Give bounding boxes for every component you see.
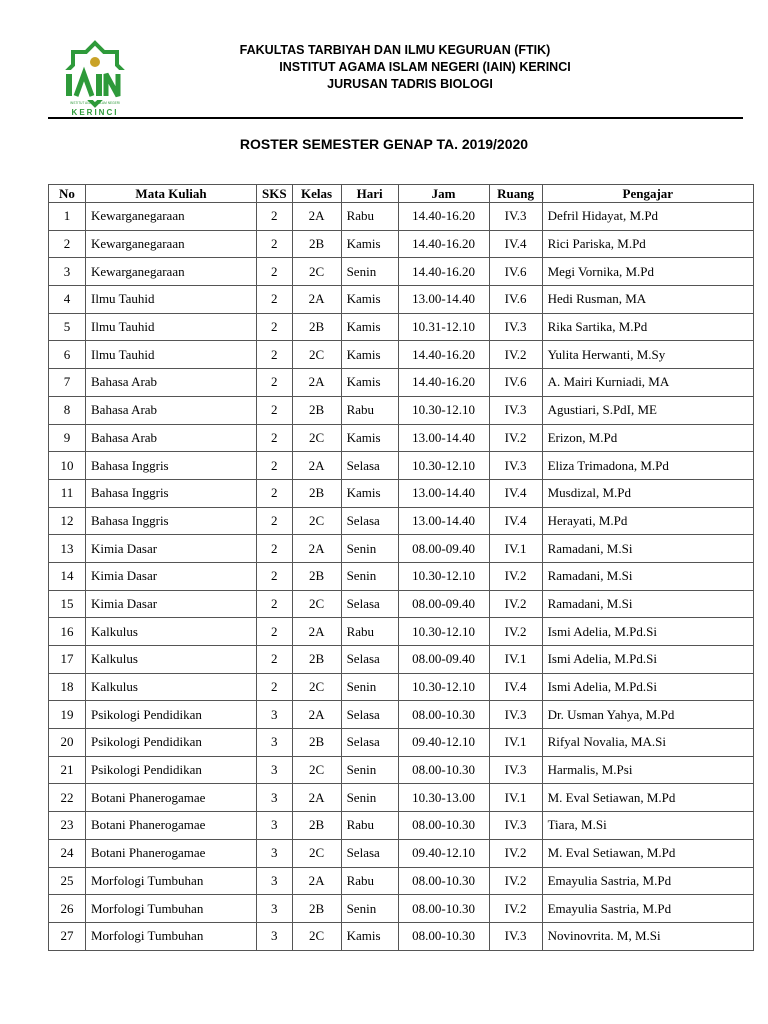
cell-sks: 2 — [257, 618, 293, 646]
table-header-row — [49, 185, 754, 203]
header-faculty: FAKULTAS TARBIYAH DAN ILMU KEGURUAN (FTIK) — [239, 43, 551, 57]
cell-no: 8 — [49, 396, 86, 424]
cell-jam: 08.00-09.40 — [398, 646, 489, 674]
cell-jam: 13.00-14.40 — [398, 479, 489, 507]
cell-mata-kuliah: Bahasa Inggris — [86, 452, 257, 480]
cell-hari: Senin — [341, 258, 398, 286]
cell-sks: 2 — [257, 230, 293, 258]
header-divider — [48, 117, 743, 119]
cell-mata-kuliah: Kimia Dasar — [86, 535, 257, 563]
cell-jam: 10.30-12.10 — [398, 618, 489, 646]
cell-no: 19 — [49, 701, 86, 729]
cell-sks: 2 — [257, 535, 293, 563]
cell-pengajar: Harmalis, M.Psi — [542, 756, 753, 784]
cell-sks: 2 — [257, 203, 293, 231]
cell-jam: 08.00-10.30 — [398, 756, 489, 784]
cell-kelas: 2A — [292, 286, 341, 314]
cell-sks: 3 — [257, 867, 293, 895]
table-row — [49, 922, 754, 950]
cell-hari: Senin — [341, 562, 398, 590]
cell-ruang: IV.2 — [489, 590, 542, 618]
cell-kelas: 2A — [292, 535, 341, 563]
table-row — [49, 535, 754, 563]
cell-no: 15 — [49, 590, 86, 618]
cell-no: 25 — [49, 867, 86, 895]
cell-ruang: IV.1 — [489, 784, 542, 812]
cell-jam: 14.40-16.20 — [398, 369, 489, 397]
cell-jam: 10.30-12.10 — [398, 452, 489, 480]
cell-ruang: IV.2 — [489, 424, 542, 452]
cell-pengajar: M. Eval Setiawan, M.Pd — [542, 839, 753, 867]
cell-kelas: 2A — [292, 203, 341, 231]
cell-jam: 14.40-16.20 — [398, 203, 489, 231]
cell-sks: 2 — [257, 452, 293, 480]
logo-caption: INSTITUT AGAMA ISLAM NEGERI — [70, 101, 120, 105]
table-row — [49, 756, 754, 784]
cell-jam: 14.40-16.20 — [398, 230, 489, 258]
cell-kelas: 2B — [292, 646, 341, 674]
table-row — [49, 341, 754, 369]
cell-hari: Rabu — [341, 812, 398, 840]
header-department: JURUSAN TADRIS BIOLOGI — [327, 77, 493, 91]
cell-ruang: IV.4 — [489, 673, 542, 701]
cell-pengajar: Emayulia Sastria, M.Pd — [542, 895, 753, 923]
cell-no: 23 — [49, 812, 86, 840]
col-ruang: Ruang — [489, 185, 542, 203]
cell-jam: 08.00-09.40 — [398, 590, 489, 618]
col-no: No — [49, 185, 86, 203]
cell-mata-kuliah: Kimia Dasar — [86, 562, 257, 590]
cell-sks: 3 — [257, 812, 293, 840]
table-row — [49, 479, 754, 507]
cell-pengajar: Erizon, M.Pd — [542, 424, 753, 452]
cell-no: 14 — [49, 562, 86, 590]
cell-ruang: IV.1 — [489, 535, 542, 563]
cell-kelas: 2C — [292, 922, 341, 950]
cell-no: 20 — [49, 729, 86, 757]
cell-mata-kuliah: Bahasa Inggris — [86, 479, 257, 507]
table-row — [49, 590, 754, 618]
cell-ruang: IV.3 — [489, 756, 542, 784]
cell-sks: 2 — [257, 673, 293, 701]
cell-mata-kuliah: Psikologi Pendidikan — [86, 701, 257, 729]
table-row — [49, 507, 754, 535]
cell-ruang: IV.3 — [489, 396, 542, 424]
cell-pengajar: Hedi Rusman, MA — [542, 286, 753, 314]
table-row — [49, 286, 754, 314]
cell-sks: 3 — [257, 922, 293, 950]
cell-mata-kuliah: Botani Phanerogamae — [86, 784, 257, 812]
cell-ruang: IV.3 — [489, 203, 542, 231]
cell-hari: Kamis — [341, 230, 398, 258]
roster-table — [48, 184, 754, 951]
cell-pengajar: Megi Vornika, M.Pd — [542, 258, 753, 286]
cell-jam: 10.31-12.10 — [398, 313, 489, 341]
cell-kelas: 2B — [292, 812, 341, 840]
cell-sks: 2 — [257, 507, 293, 535]
cell-sks: 2 — [257, 562, 293, 590]
cell-ruang: IV.1 — [489, 729, 542, 757]
cell-hari: Kamis — [341, 286, 398, 314]
cell-ruang: IV.2 — [489, 562, 542, 590]
cell-ruang: IV.2 — [489, 839, 542, 867]
cell-no: 26 — [49, 895, 86, 923]
cell-pengajar: Herayati, M.Pd — [542, 507, 753, 535]
cell-no: 3 — [49, 258, 86, 286]
cell-hari: Senin — [341, 756, 398, 784]
cell-no: 16 — [49, 618, 86, 646]
cell-sks: 3 — [257, 839, 293, 867]
cell-pengajar: Ismi Adelia, M.Pd.Si — [542, 673, 753, 701]
cell-hari: Kamis — [341, 369, 398, 397]
cell-no: 5 — [49, 313, 86, 341]
cell-hari: Rabu — [341, 867, 398, 895]
cell-kelas: 2C — [292, 756, 341, 784]
cell-jam: 14.40-16.20 — [398, 258, 489, 286]
cell-no: 1 — [49, 203, 86, 231]
cell-mata-kuliah: Kewarganegaraan — [86, 203, 257, 231]
cell-mata-kuliah: Psikologi Pendidikan — [86, 756, 257, 784]
cell-no: 7 — [49, 369, 86, 397]
cell-sks: 2 — [257, 313, 293, 341]
cell-ruang: IV.3 — [489, 701, 542, 729]
cell-mata-kuliah: Psikologi Pendidikan — [86, 729, 257, 757]
cell-pengajar: Yulita Herwanti, M.Sy — [542, 341, 753, 369]
cell-hari: Selasa — [341, 452, 398, 480]
cell-pengajar: Rici Pariska, M.Pd — [542, 230, 753, 258]
cell-hari: Kamis — [341, 313, 398, 341]
table-row — [49, 618, 754, 646]
table-row — [49, 369, 754, 397]
cell-sks: 3 — [257, 895, 293, 923]
cell-pengajar: Ramadani, M.Si — [542, 562, 753, 590]
cell-hari: Kamis — [341, 479, 398, 507]
cell-kelas: 2C — [292, 673, 341, 701]
cell-jam: 13.00-14.40 — [398, 286, 489, 314]
col-hari: Hari — [341, 185, 398, 203]
cell-jam: 08.00-10.30 — [398, 812, 489, 840]
cell-mata-kuliah: Ilmu Tauhid — [86, 286, 257, 314]
cell-kelas: 2C — [292, 258, 341, 286]
cell-no: 2 — [49, 230, 86, 258]
cell-kelas: 2A — [292, 369, 341, 397]
cell-kelas: 2A — [292, 618, 341, 646]
cell-no: 6 — [49, 341, 86, 369]
cell-no: 11 — [49, 479, 86, 507]
cell-mata-kuliah: Bahasa Arab — [86, 396, 257, 424]
cell-ruang: IV.4 — [489, 507, 542, 535]
cell-ruang: IV.3 — [489, 922, 542, 950]
cell-hari: Kamis — [341, 424, 398, 452]
cell-jam: 08.00-09.40 — [398, 535, 489, 563]
cell-mata-kuliah: Botani Phanerogamae — [86, 839, 257, 867]
cell-sks: 3 — [257, 784, 293, 812]
cell-ruang: IV.4 — [489, 230, 542, 258]
cell-kelas: 2C — [292, 424, 341, 452]
table-row — [49, 258, 754, 286]
cell-jam: 09.40-12.10 — [398, 839, 489, 867]
cell-mata-kuliah: Kewarganegaraan — [86, 258, 257, 286]
col-kelas: Kelas — [292, 185, 341, 203]
table-row — [49, 867, 754, 895]
cell-sks: 2 — [257, 341, 293, 369]
cell-mata-kuliah: Morfologi Tumbuhan — [86, 895, 257, 923]
cell-pengajar: Tiara, M.Si — [542, 812, 753, 840]
table-row — [49, 646, 754, 674]
cell-no: 27 — [49, 922, 86, 950]
cell-jam: 14.40-16.20 — [398, 341, 489, 369]
cell-mata-kuliah: Bahasa Arab — [86, 369, 257, 397]
col-sks: SKS — [257, 185, 293, 203]
cell-no: 12 — [49, 507, 86, 535]
cell-kelas: 2A — [292, 452, 341, 480]
table-row — [49, 452, 754, 480]
cell-jam: 09.40-12.10 — [398, 729, 489, 757]
cell-jam: 08.00-10.30 — [398, 895, 489, 923]
cell-kelas: 2B — [292, 479, 341, 507]
cell-jam: 10.30-13.00 — [398, 784, 489, 812]
cell-sks: 2 — [257, 590, 293, 618]
cell-pengajar: Emayulia Sastria, M.Pd — [542, 867, 753, 895]
cell-kelas: 2A — [292, 867, 341, 895]
cell-jam: 13.00-14.40 — [398, 507, 489, 535]
cell-kelas: 2B — [292, 895, 341, 923]
cell-sks: 2 — [257, 479, 293, 507]
cell-mata-kuliah: Kalkulus — [86, 673, 257, 701]
cell-mata-kuliah: Kalkulus — [86, 646, 257, 674]
cell-kelas: 2C — [292, 507, 341, 535]
table-row — [49, 673, 754, 701]
table-row — [49, 895, 754, 923]
col-jam: Jam — [398, 185, 489, 203]
cell-sks: 2 — [257, 424, 293, 452]
cell-no: 9 — [49, 424, 86, 452]
cell-pengajar: Ramadani, M.Si — [542, 535, 753, 563]
cell-ruang: IV.2 — [489, 618, 542, 646]
cell-pengajar: A. Mairi Kurniadi, MA — [542, 369, 753, 397]
cell-mata-kuliah: Ilmu Tauhid — [86, 341, 257, 369]
cell-jam: 10.30-12.10 — [398, 562, 489, 590]
table-row — [49, 784, 754, 812]
cell-hari: Kamis — [341, 922, 398, 950]
cell-pengajar: Agustiari, S.PdI, ME — [542, 396, 753, 424]
cell-mata-kuliah: Bahasa Arab — [86, 424, 257, 452]
cell-hari: Rabu — [341, 203, 398, 231]
cell-ruang: IV.2 — [489, 341, 542, 369]
cell-kelas: 2B — [292, 729, 341, 757]
table-row — [49, 812, 754, 840]
cell-mata-kuliah: Morfologi Tumbuhan — [86, 867, 257, 895]
table-row — [49, 701, 754, 729]
cell-hari: Selasa — [341, 590, 398, 618]
cell-pengajar: Ismi Adelia, M.Pd.Si — [542, 618, 753, 646]
cell-kelas: 2B — [292, 230, 341, 258]
cell-kelas: 2C — [292, 590, 341, 618]
cell-no: 17 — [49, 646, 86, 674]
cell-sks: 3 — [257, 701, 293, 729]
cell-no: 4 — [49, 286, 86, 314]
cell-kelas: 2B — [292, 562, 341, 590]
table-row — [49, 313, 754, 341]
cell-sks: 2 — [257, 286, 293, 314]
cell-ruang: IV.6 — [489, 286, 542, 314]
cell-no: 24 — [49, 839, 86, 867]
cell-hari: Senin — [341, 895, 398, 923]
cell-sks: 2 — [257, 369, 293, 397]
col-mata-kuliah: Mata Kuliah — [86, 185, 257, 203]
cell-hari: Rabu — [341, 618, 398, 646]
cell-sks: 2 — [257, 258, 293, 286]
cell-hari: Senin — [341, 673, 398, 701]
cell-jam: 08.00-10.30 — [398, 701, 489, 729]
table-row — [49, 203, 754, 231]
cell-jam: 13.00-14.40 — [398, 424, 489, 452]
cell-no: 10 — [49, 452, 86, 480]
cell-ruang: IV.1 — [489, 646, 542, 674]
cell-mata-kuliah: Botani Phanerogamae — [86, 812, 257, 840]
cell-sks: 2 — [257, 646, 293, 674]
cell-mata-kuliah: Kewarganegaraan — [86, 230, 257, 258]
cell-pengajar: M. Eval Setiawan, M.Pd — [542, 784, 753, 812]
cell-kelas: 2C — [292, 839, 341, 867]
cell-pengajar: Musdizal, M.Pd — [542, 479, 753, 507]
cell-hari: Selasa — [341, 507, 398, 535]
table-row — [49, 396, 754, 424]
cell-mata-kuliah: Kimia Dasar — [86, 590, 257, 618]
table-row — [49, 424, 754, 452]
cell-hari: Senin — [341, 535, 398, 563]
cell-ruang: IV.3 — [489, 313, 542, 341]
col-pengajar: Pengajar — [542, 185, 753, 203]
cell-kelas: 2A — [292, 784, 341, 812]
cell-hari: Senin — [341, 784, 398, 812]
cell-hari: Kamis — [341, 341, 398, 369]
table-row — [49, 839, 754, 867]
cell-ruang: IV.4 — [489, 479, 542, 507]
document-title: ROSTER SEMESTER GENAP TA. 2019/2020 — [239, 136, 529, 152]
logo-place: KERINCI — [71, 108, 119, 117]
cell-kelas: 2A — [292, 701, 341, 729]
document-header — [150, 42, 670, 93]
cell-pengajar: Rika Sartika, M.Pd — [542, 313, 753, 341]
cell-sks: 3 — [257, 729, 293, 757]
cell-kelas: 2B — [292, 396, 341, 424]
cell-mata-kuliah: Ilmu Tauhid — [86, 313, 257, 341]
cell-jam: 08.00-10.30 — [398, 922, 489, 950]
table-row — [49, 562, 754, 590]
cell-pengajar: Rifyal Novalia, MA.Si — [542, 729, 753, 757]
cell-ruang: IV.3 — [489, 812, 542, 840]
cell-ruang: IV.2 — [489, 867, 542, 895]
cell-pengajar: Novinovrita. M, M.Si — [542, 922, 753, 950]
cell-sks: 3 — [257, 756, 293, 784]
cell-no: 18 — [49, 673, 86, 701]
cell-ruang: IV.3 — [489, 452, 542, 480]
cell-ruang: IV.6 — [489, 369, 542, 397]
cell-mata-kuliah: Bahasa Inggris — [86, 507, 257, 535]
cell-no: 22 — [49, 784, 86, 812]
table-row — [49, 230, 754, 258]
cell-ruang: IV.2 — [489, 895, 542, 923]
cell-pengajar: Ismi Adelia, M.Pd.Si — [542, 646, 753, 674]
cell-kelas: 2C — [292, 341, 341, 369]
cell-pengajar: Defril Hidayat, M.Pd — [542, 203, 753, 231]
cell-hari: Selasa — [341, 839, 398, 867]
cell-pengajar: Eliza Trimadona, M.Pd — [542, 452, 753, 480]
cell-hari: Selasa — [341, 729, 398, 757]
cell-jam: 08.00-10.30 — [398, 867, 489, 895]
cell-kelas: 2B — [292, 313, 341, 341]
cell-jam: 10.30-12.10 — [398, 673, 489, 701]
cell-ruang: IV.6 — [489, 258, 542, 286]
cell-hari: Selasa — [341, 701, 398, 729]
cell-pengajar: Dr. Usman Yahya, M.Pd — [542, 701, 753, 729]
cell-hari: Selasa — [341, 646, 398, 674]
table-row — [49, 729, 754, 757]
cell-mata-kuliah: Morfologi Tumbuhan — [86, 922, 257, 950]
cell-no: 13 — [49, 535, 86, 563]
cell-jam: 10.30-12.10 — [398, 396, 489, 424]
cell-hari: Rabu — [341, 396, 398, 424]
cell-no: 21 — [49, 756, 86, 784]
cell-mata-kuliah: Kalkulus — [86, 618, 257, 646]
cell-sks: 2 — [257, 396, 293, 424]
header-institute: INSTITUT AGAMA ISLAM NEGERI (IAIN) KERINCI — [279, 60, 571, 74]
cell-pengajar: Ramadani, M.Si — [542, 590, 753, 618]
